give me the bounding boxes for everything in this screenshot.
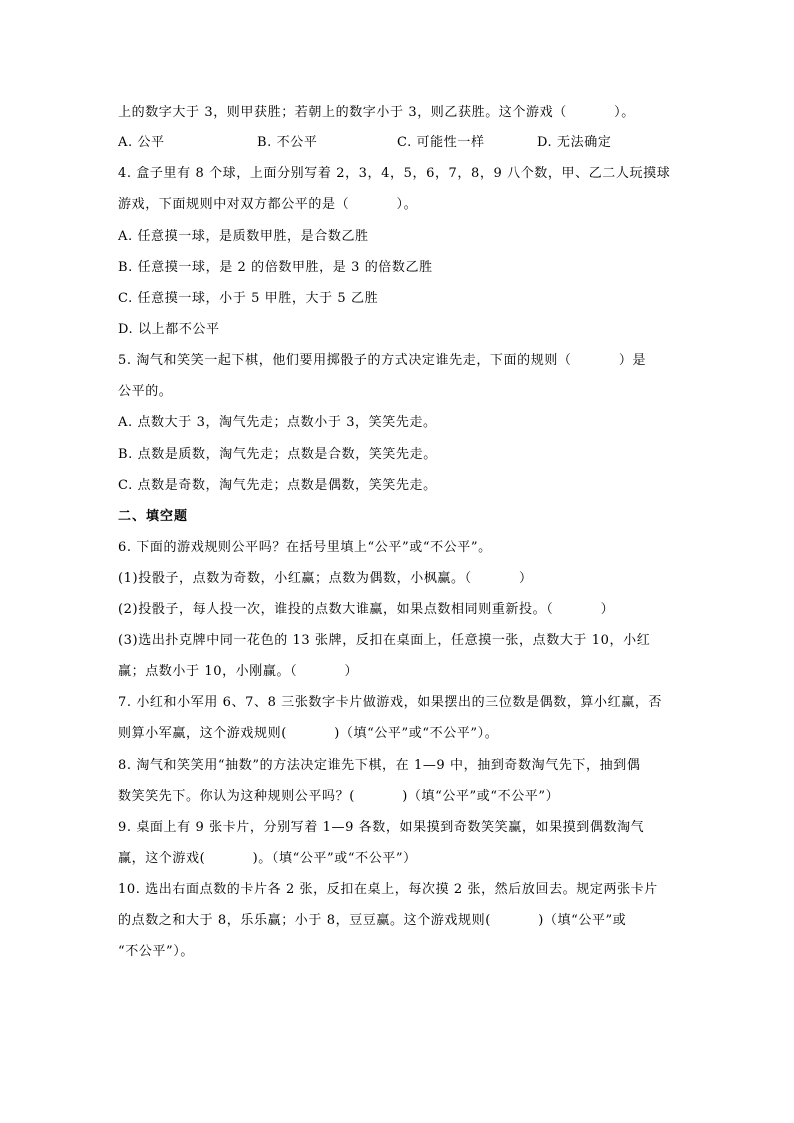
q3-option-b: B. 不公平 <box>257 135 318 150</box>
q10-text-line1: 10. 选出右面点数的卡片各 2 张，反扣在桌上，每次摸 2 张，然后放回去。规定两张卡片 <box>118 882 658 897</box>
q4-option-c: C. 任意摸一球，小于 5 甲胜，大于 5 乙胜 <box>118 291 379 306</box>
q4-option-b: B. 任意摸一球，是 2 的倍数甲胜，是 3 的倍数乙胜 <box>118 260 433 275</box>
q5-text-line1: 5. 淘气和笑笑一起下棋，他们要用掷骰子的方式决定谁先走，下面的规则（ ）是 <box>118 353 647 368</box>
q5-option-a: A. 点数大于 3，淘气先走；点数小于 3，笑笑先走。 <box>118 415 437 430</box>
q6-sub2: (2)投骰子，每人投一次，谁投的点数大谁赢，如果点数相同则重新投。（ ） <box>118 602 615 617</box>
q3-option-a: A. 公平 <box>118 135 165 150</box>
q9-text-line2: 赢，这个游戏( )。（填“公平”或“不公平”） <box>118 851 417 866</box>
q6-sub1: (1)投骰子，点数为奇数，小红赢；点数为偶数，小枫赢。（ ） <box>118 571 533 586</box>
q3-text-line2: 上的数字大于 3，则甲获胜；若朝上的数字小于 3，则乙获胜。这个游戏（ ）。 <box>118 105 635 120</box>
q8-text-line1: 8. 淘气和笑笑用“抽数”的方法决定谁先下棋，在 1—9 中，抽到奇数淘气先下，抽到偶 <box>118 758 641 773</box>
q7-text-line2: 则算小军赢，这个游戏规则( )（填“公平”或“不公平”）。 <box>118 726 499 741</box>
q6-sub3-line2: 赢；点数小于 10，小刚赢。（ ） <box>118 664 359 679</box>
q8-text-line2: 数笑笑先下。你认为这种规则公平吗？( )（填“公平”或“不公平”） <box>118 789 560 804</box>
q7-text-line1: 7. 小红和小军用 6、7、8 三张数字卡片做游戏，如果摆出的三位数是偶数，算小红赢，否 <box>118 695 663 710</box>
q10-text-line3: “不公平”）。 <box>118 944 194 959</box>
q10-text-line2: 的点数之和大于 8，乐乐赢；小于 8，豆豆赢。这个游戏规则( )（填“公平”或 <box>118 913 627 928</box>
q6-text-line1: 6. 下面的游戏规则公平吗？在括号里填上“公平”或“不公平”。 <box>118 540 492 555</box>
q5-option-b: B. 点数是质数，淘气先走；点数是合数，笑笑先走。 <box>118 447 437 462</box>
q5-text-line2: 公平的。 <box>118 384 173 399</box>
q6-sub3-line1: (3)选出扑克牌中同一花色的 13 张牌，反扣在桌面上，任意摸一张，点数大于 10，小红 <box>118 633 651 648</box>
q4-text-line2: 游戏，下面规则中对双方都公平的是（ ）。 <box>118 197 418 212</box>
q9-text-line1: 9. 桌面上有 9 张卡片，分别写着 1—9 各数，如果摸到奇数笑笑赢，如果摸到偶数淘气 <box>118 820 645 835</box>
q3-option-d: D. 无法确定 <box>537 135 612 150</box>
q4-option-d: D. 以上都不公平 <box>118 322 220 337</box>
q4-text-line1: 4. 盒子里有 8 个球，上面分别写着 2，3，4，5，6，7，8，9 八个数，甲、乙二人玩摸球 <box>118 166 671 181</box>
section-heading-fill-in: 二、填空题 <box>118 509 189 524</box>
q5-option-c: C. 点数是奇数，淘气先走；点数是偶数，笑笑先走。 <box>118 478 437 493</box>
q3-option-c: C. 可能性一样 <box>397 135 485 150</box>
q4-option-a: A. 任意摸一球，是质数甲胜，是合数乙胜 <box>118 229 369 244</box>
